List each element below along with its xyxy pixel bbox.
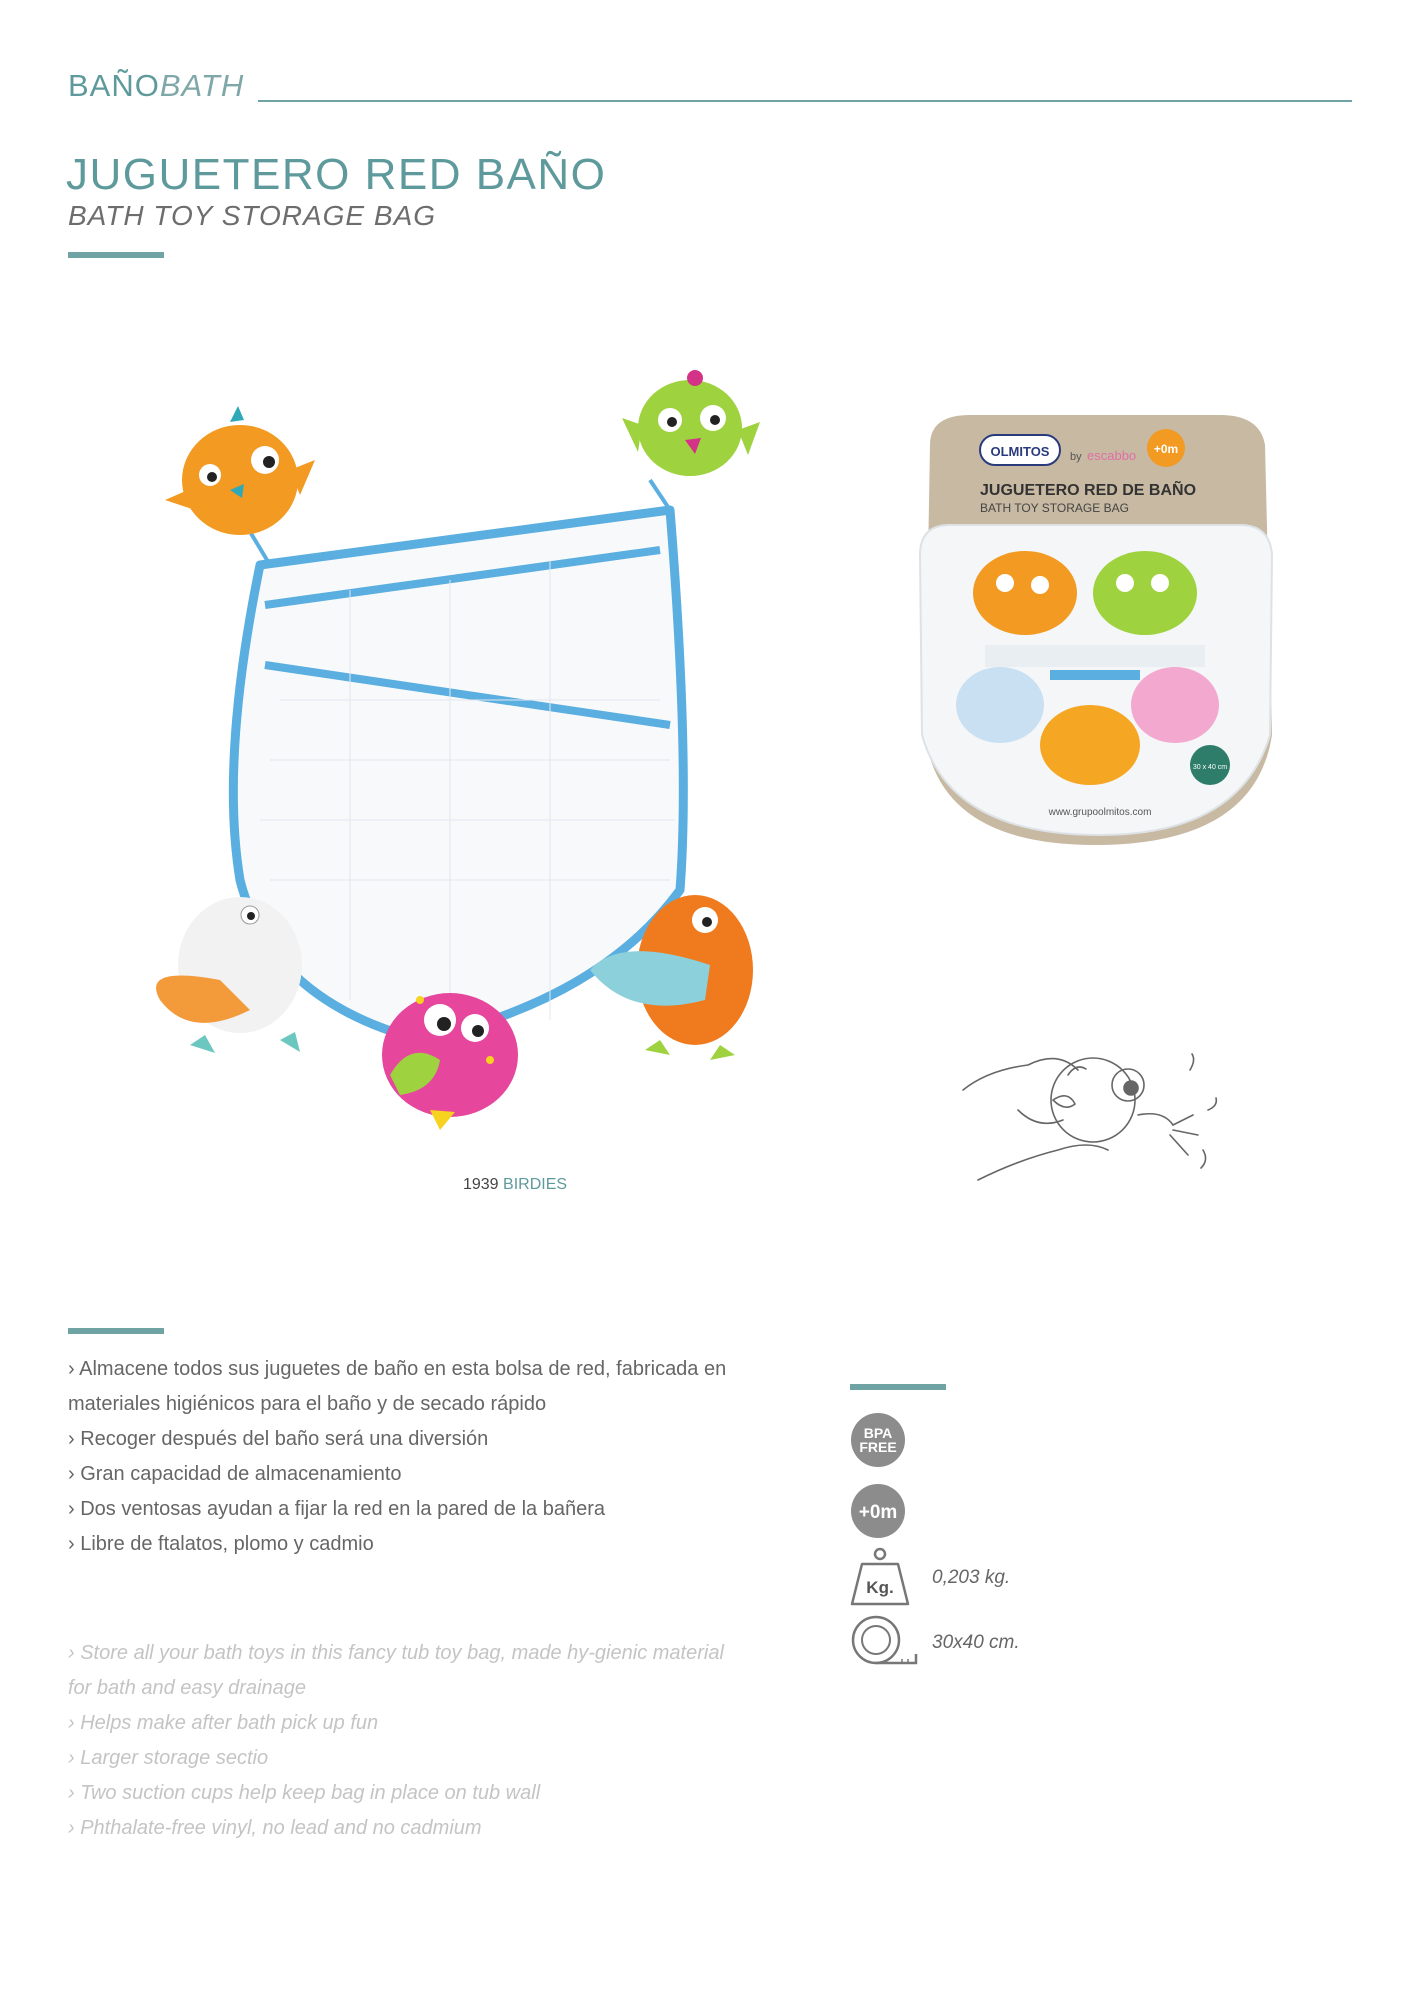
description-es-item: › Recoger después del baño será una diversión: [68, 1422, 728, 1457]
package-size-badge: 30 x 40 cm: [1192, 764, 1228, 771]
package-title-es: JUGUETERO RED DE BAÑO: [980, 482, 1197, 499]
description-es-list: [68, 1352, 728, 1562]
description-en-item: › Helps make after bath pick up fun: [68, 1706, 728, 1741]
description-es-item: › Almacene todos sus juguetes de baño en esta bolsa de red, fabricada en materiales higiénicos para el baño y de secado rápido: [68, 1352, 728, 1422]
free-text: FREE: [859, 1439, 897, 1455]
category-en: BATH: [159, 68, 245, 103]
package-image: [910, 405, 1280, 845]
product-caption: [380, 1176, 650, 1194]
description-en-item: › Larger storage sectio: [68, 1741, 728, 1776]
description-es-item: › Dos ventosas ayudan a fijar la red en la pared de la bañera: [68, 1492, 728, 1527]
weight-icon: [850, 1546, 910, 1608]
title-accent-bar: [68, 252, 164, 258]
product-code: 1939: [462, 1176, 499, 1193]
package-age-badge: +0m: [1153, 442, 1179, 456]
weight-value: 0,203 kg.: [932, 1567, 1011, 1588]
orange-bird-toy: [165, 406, 315, 535]
description-accent-bar: [68, 1328, 164, 1334]
specs-accent-bar: [850, 1384, 946, 1390]
category-header: [68, 66, 244, 106]
description-en-item: › Two suction cups help keep bag in place on tub wall: [68, 1776, 728, 1811]
category-es: BAÑO: [68, 68, 160, 103]
age-icon: [850, 1483, 906, 1539]
measuring-tape-icon: [850, 1612, 920, 1668]
product-subtitle: BATH TOY STORAGE BAG: [68, 200, 437, 231]
package-title-en: BATH TOY STORAGE BAG: [980, 501, 1129, 515]
product-title: JUGUETERO RED BAÑO: [66, 150, 607, 199]
description-es-item: › Libre de ftalatos, plomo y cadmio: [68, 1527, 728, 1562]
package-brand: OLMITOS: [990, 444, 1050, 459]
description-en-item: › Phthalate-free vinyl, no lead and no cadmium: [68, 1811, 728, 1846]
size-value: 30x40 cm.: [932, 1632, 1020, 1653]
package-website: www.grupoolmitos.com: [1048, 807, 1152, 818]
product-name: BIRDIES: [503, 1176, 568, 1193]
age-text: +0m: [858, 1502, 898, 1523]
description-es-item: › Gran capacidad de almacenamiento: [68, 1457, 728, 1492]
kg-text: Kg.: [866, 1578, 894, 1597]
description-en-list: [68, 1636, 728, 1846]
pink-bird-toy: [382, 993, 518, 1130]
white-bird-toy: [156, 897, 302, 1053]
description-en-item: › Store all your bath toys in this fancy tub toy bag, made hy-gienic material for bath and easy drainage: [68, 1636, 728, 1706]
green-bird-toy: [622, 370, 760, 476]
package-by: by: [1070, 451, 1082, 463]
bpa-text: BPA: [863, 1425, 893, 1441]
header-rule: [258, 100, 1352, 102]
bpa-free-icon: [850, 1412, 906, 1468]
product-image: [150, 360, 790, 1140]
package-sub-brand: escabbo: [1087, 448, 1137, 463]
squirt-illustration: [958, 1030, 1238, 1200]
